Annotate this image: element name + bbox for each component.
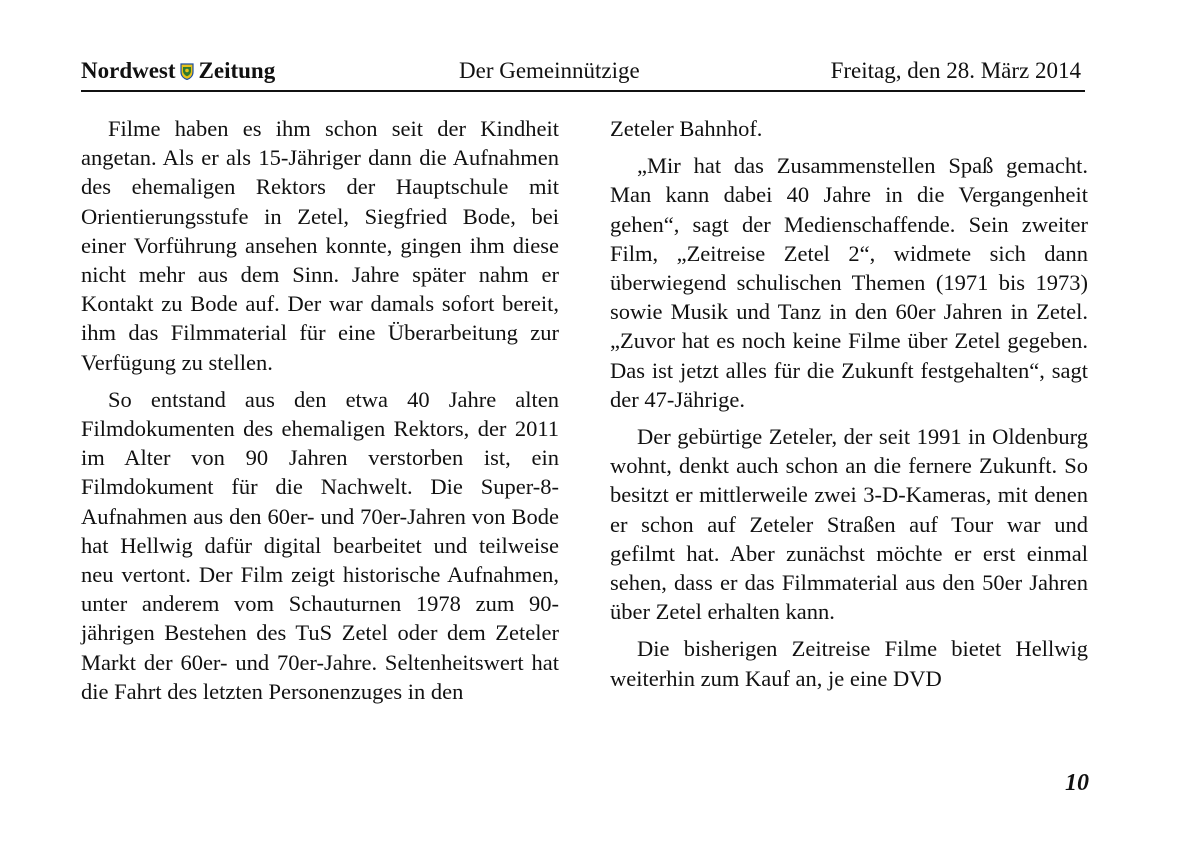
newspaper-brand: [81, 58, 275, 84]
brand-name-right: Zeitung: [198, 58, 276, 83]
paragraph: „Mir hat das Zusammenstellen Spaß gemacht. Man kann dabei 40 Jahre in die Vergangenheit gehen“, sagt der Medienschaffende. Sein zweiter Film, „Zeitreise Zetel 2“, widmete sich dann überwiegend schulischen Themen (1971 bis 1973) sowie Musik und Tanz in den 60er Jahren in Zetel. „Zuvor hat es noch keine Filme über Zetel gegeben. Das ist jetzt alles für die Zukunft festgehalten“, sagt der 47-Jährige.: [610, 153, 1088, 412]
issue-date: Freitag, den 28. März 2014: [830, 58, 1081, 83]
page-number: 10: [1065, 770, 1089, 796]
paragraph: Filme haben es ihm schon seit der Kindheit angetan. Als er als 15-Jähriger dann die Aufnahmen des ehemaligen Rektors der Hauptschule mit Orientierungsstufe in Zetel, Siegfried Bode, bei einer Vorführung ansehen konnte, gingen ihm diese nicht mehr aus dem Sinn. Jahre später nahm er Kontakt zu Bode auf. Der war damals sofort bereit, ihm das Filmmaterial für eine Überarbeitung zur Verfügung zu stellen.: [81, 116, 559, 375]
paragraph-continuation: Zeteler Bahnhof.: [610, 116, 763, 141]
right-column: [610, 114, 1088, 701]
paragraph: Die bisherigen Zeitreise Filme bietet Hellwig weiterhin zum Kauf an, je eine DVD: [610, 636, 1088, 691]
paragraph: Der gebürtige Zeteler, der seit 1991 in Oldenburg wohnt, denkt auch schon an die fernere Zukunft. So besitzt er mittlerweile zwei 3-D-Kameras, mit denen er schon auf Zeteler Straßen auf Tour war und gefilmt hat. Aber zunächst möchte er erst einmal sehen, dass er das Filmmaterial aus den 50er Jahren über Zetel erhalten kann.: [610, 424, 1088, 625]
left-column: [81, 114, 559, 714]
coat-of-arms-icon: [180, 63, 194, 80]
paragraph: So entstand aus den etwa 40 Jahre alten Filmdokumenten des ehemaligen Rektors, der 2011 im Alter von 90 Jahren verstorben ist, ein Filmdokument für die Nachwelt. Die Super-8-Aufnahmen aus den 60er- und 70er-Jahren von Bode hat Hellwig dafür digital bearbeitet und teilweise neu vertont. Der Film zeigt historische Aufnahmen, unter anderem vom Schauturnen 1978 zum 90-jährigen Bestehen des TuS Zetel oder dem Zeteler Markt der 60er- und 70er-Jahre. Seltenheitswert hat die Fahrt des letzten Personenzuges in den: [81, 386, 559, 704]
section-title: Der Gemeinnützige: [459, 58, 640, 83]
brand-name-left: Nordwest: [81, 58, 176, 83]
page-header: [81, 56, 1085, 92]
